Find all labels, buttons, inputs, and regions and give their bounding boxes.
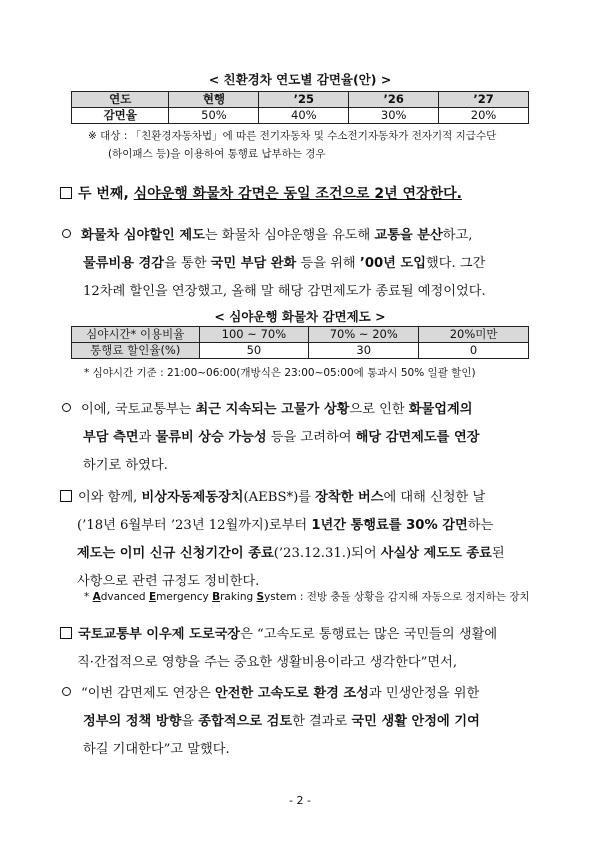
text-bold: S <box>256 591 265 603</box>
text-bold: E <box>148 591 157 603</box>
table1-note-line2: (하이패스 등)을 이용하여 통행료 납부하는 경우 <box>108 148 326 160</box>
table-row <box>72 343 529 359</box>
paragraph-director-quote <box>60 621 550 677</box>
night-discount-table <box>71 326 529 359</box>
table-cell: 30 <box>309 343 419 359</box>
paragraph-aebs <box>60 484 550 596</box>
table-header-cell: ’26 <box>349 92 439 108</box>
paragraph-truck-discount <box>62 222 542 306</box>
text-bold: 화물차 심야할인 제도 <box>81 228 205 243</box>
text: 사항으로 관련 규정도 정비한다. <box>77 574 260 589</box>
text: (’18년 6월부터 ’23년 12월까지)로부터 <box>77 518 312 533</box>
table-header-cell: 70% ~ 20% <box>309 327 419 343</box>
text-bold: 국토교통부는 <box>114 402 196 417</box>
text: 하는 <box>467 518 494 533</box>
table-header-cell: 현행 <box>169 92 259 108</box>
text-bold: 부담 측면 <box>83 430 139 445</box>
table-cell: 50 <box>199 343 309 359</box>
table-header-cell: 100 ~ 70% <box>199 327 309 343</box>
text: 과 <box>138 430 156 445</box>
reduction-rate-table <box>71 91 529 124</box>
text-bold: 국민 부담 완화 <box>210 256 297 271</box>
text: 이와 함께, <box>78 490 142 505</box>
table-row <box>72 108 529 124</box>
text: 을 <box>181 714 199 729</box>
text-bold: 화물업계의 <box>408 402 473 417</box>
paragraph-extension <box>62 396 542 480</box>
text: 하기로 하였다. <box>83 458 168 473</box>
text-bold: 국민 생활 안정에 기여 <box>351 714 480 729</box>
text: 12차례 할인을 연장했고, 올해 말 해당 감면제도가 종료될 예정이었다. <box>83 284 486 299</box>
text: 에 대해 신청한 날 <box>383 490 486 505</box>
checkbox-bullet-icon <box>60 490 72 502</box>
text-bold: 국토교통부 이우제 도로국장 <box>78 627 241 642</box>
text-bold: 안전한 고속도로 환경 조성 <box>214 686 369 701</box>
page-number: - 2 - <box>289 794 311 807</box>
text: ystem <box>264 591 297 603</box>
table2-title: < 심야운행 화물차 감면제도 > <box>214 309 386 324</box>
table-cell: 감면율 <box>72 108 169 124</box>
text-bold: 장착한 버스 <box>315 490 384 505</box>
text: 했다. 그간 <box>425 256 486 271</box>
checkbox-bullet-icon <box>60 627 72 639</box>
text-bold: 제도는 이미 신규 신청기간이 종료 <box>77 546 274 561</box>
circle-bullet-icon <box>62 687 71 696</box>
text-bold: 최근 지속되는 고물가 상황 <box>195 402 350 417</box>
table-cell: 20% <box>439 108 529 124</box>
text: “이번 감면제도 연장은 <box>81 686 215 701</box>
circle-bullet-icon <box>62 229 71 238</box>
table-cell: 50% <box>169 108 259 124</box>
text-bold: A <box>92 591 101 603</box>
text: 등을 고려하여 <box>266 430 356 445</box>
text-bold: 물류비 상승 가능성 <box>155 430 267 445</box>
text: * <box>84 591 93 603</box>
text: dvanced <box>100 591 149 603</box>
text-bold: 사실상 제도도 종료 <box>380 546 492 561</box>
table-cell: 40% <box>259 108 349 124</box>
table1-note-line1: ※ 대상 : 「친환경자동차법」에 따른 전기자동차 및 수소전기자동차가 전자기적 지급수단 <box>88 130 497 142</box>
text: : 전방 충돌 상황을 감지해 자동으로 정지하는 장치 <box>296 591 530 603</box>
table-cell: 통행료 할인율(%) <box>72 343 200 359</box>
table2-note: * 심야시간 기준 : 21:00~06:00(개방식은 23:00~05:00에 통과시 50% 일괄 할인) <box>84 367 476 379</box>
text-bold: 정부의 정책 방향 <box>83 714 182 729</box>
text-bold: 교통을 분산 <box>374 228 443 243</box>
text-bold: 비상자동제동장치 <box>141 490 244 505</box>
text: 등을 위해 <box>296 256 360 271</box>
text: (’23.12.31.)되어 <box>273 546 381 561</box>
table-header-cell: 20%미만 <box>419 327 529 343</box>
table-cell: 30% <box>349 108 439 124</box>
text-bold: 종합적으로 검토 <box>198 714 293 729</box>
text: mergency <box>156 591 213 603</box>
table-header-cell: ’25 <box>259 92 349 108</box>
text: 한 결과로 <box>292 714 352 729</box>
table-header-cell: 심야시간* 이용비율 <box>72 327 200 343</box>
text: 과 민생안정을 위한 <box>368 686 480 701</box>
table1-title: < 친환경차 연도별 감면율(안) > <box>208 72 392 87</box>
text: 을 통한 <box>164 256 211 271</box>
heading-pre: 두 번째, <box>78 186 134 202</box>
aebs-footnote <box>84 589 530 604</box>
text: 으로 인한 <box>349 402 409 417</box>
circle-bullet-icon <box>62 403 71 412</box>
text-bold: 1년간 통행료를 30% 감면 <box>311 518 468 533</box>
text-bold: 물류비용 경감 <box>83 256 165 271</box>
heading-underlined: 심야운행 화물차 감면은 동일 조건으로 2년 연장한다. <box>133 186 462 202</box>
text: 하길 기대한다”고 말했다. <box>83 742 230 757</box>
text-bold: B <box>212 591 221 603</box>
table-header-cell: 연도 <box>72 92 169 108</box>
text: 하고, <box>442 228 473 243</box>
text-bold: 해당 감면제도를 연장 <box>355 430 480 445</box>
table-header-row <box>72 327 529 343</box>
table-header-row <box>72 92 529 108</box>
text: 은 “고속도로 통행료는 많은 국민들의 생활에 <box>240 627 498 642</box>
text: 된 <box>491 546 505 561</box>
checkbox-bullet-icon <box>60 187 72 199</box>
text: 직·간접적으로 영향을 주는 중요한 생활비용이라고 생각한다”면서, <box>77 655 458 670</box>
section-heading-night-truck <box>60 183 462 203</box>
table-header-cell: ’27 <box>439 92 529 108</box>
paragraph-closing-quote <box>62 680 552 764</box>
table-cell: 0 <box>419 343 529 359</box>
text: raking <box>220 591 257 603</box>
text: (AEBS*)를 <box>243 490 316 505</box>
text: 이에, <box>81 402 115 417</box>
text-bold: ’00년 도입 <box>359 256 426 271</box>
text: 는 화물차 심야운행을 유도해 <box>204 228 375 243</box>
